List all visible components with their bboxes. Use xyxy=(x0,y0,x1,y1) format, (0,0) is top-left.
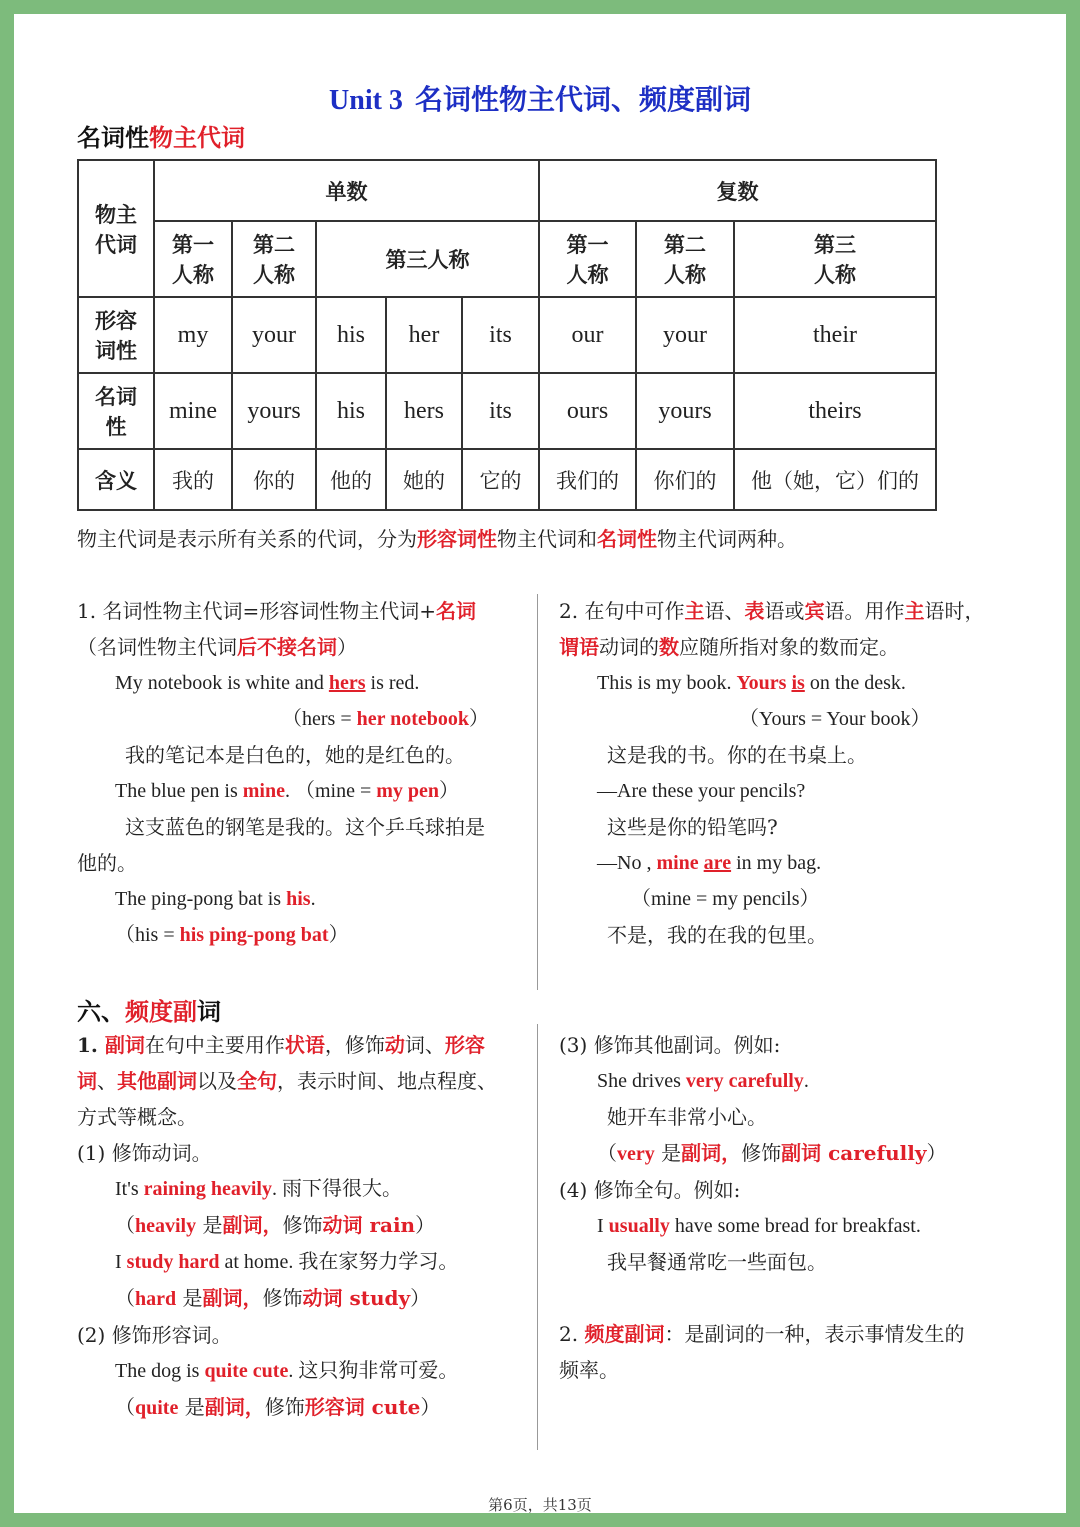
table-cell: his xyxy=(316,373,386,449)
singular-header: 单数 xyxy=(154,160,539,221)
adverb-definition xyxy=(77,1027,527,1135)
first-person-plural-header: 第一 人称 xyxy=(539,221,636,297)
table-cell: 你的 xyxy=(232,449,316,510)
left-rule-1: 1. 名词性物主代词=形容词性物主代词+名词 （名词性物主代词后不接名词） My notebook is white and hers is red. （hers = her notebook） 我的笔记本是白色的，她的是红色的。 The blue pen is mine. （mine = my pen） 这支蓝色的钢笔是我的。这个乒乓球拍是 他的。 The ping-pong bat is his. （his = his ping-pong bat） xyxy=(77,599,490,946)
intro-text: 物主代词是表示所有关系的代词，分为形容词性物主代词和名词性物主代词两种。 xyxy=(77,527,797,551)
table-cell: your xyxy=(232,297,316,373)
page-footer: 第6页，共13页 xyxy=(488,1496,592,1513)
row-label: 形容 词性 xyxy=(78,297,154,373)
table-cell: hers xyxy=(386,373,462,449)
adjective-row xyxy=(78,297,936,373)
definition-line: 词、其他副词以及全句，表示时间、地点程度、 xyxy=(77,1069,497,1093)
table-cell: 他（她，它）们的 xyxy=(734,449,936,510)
third-person-header: 第三人称 xyxy=(316,221,539,297)
meaning-row xyxy=(78,449,936,510)
table-cell: my xyxy=(154,297,232,373)
definition-line: 1. 副词在句中主要用作状语，修饰动词、形容 xyxy=(77,1033,485,1057)
second-person-header: 第二 人称 xyxy=(232,221,316,297)
row-label: 名词 性 xyxy=(78,373,154,449)
table-cell: yours xyxy=(636,373,734,449)
table-cell: ours xyxy=(539,373,636,449)
plural-header: 复数 xyxy=(539,160,936,221)
first-person-header: 第一 人称 xyxy=(154,221,232,297)
table-row xyxy=(78,221,936,297)
column-divider xyxy=(537,594,538,990)
column-divider xyxy=(537,1024,538,1450)
section-heading-adverbs: 六、频度副词 xyxy=(77,997,221,1026)
noun-row xyxy=(78,373,936,449)
table-cell: our xyxy=(539,297,636,373)
table-cell: 你们的 xyxy=(636,449,734,510)
table-cell: her xyxy=(386,297,462,373)
table-cell: yours xyxy=(232,373,316,449)
section-heading-possessive: 名词性物主代词 xyxy=(77,123,245,152)
table-cell: its xyxy=(462,297,539,373)
table-cell: 它的 xyxy=(462,449,539,510)
table-cell: 他的 xyxy=(316,449,386,510)
page-title: Unit 3 名词性物主代词、频度副词 xyxy=(329,83,751,116)
left-adverb-rules: 1. 副词在句中主要用作状语，修饰动词、形容 词、其他副词以及全句，表示时间、地点程度、 方式等概念。 (1) 修饰动词。 It's raining heavily. 雨下得很大。 （heavily 是副词，修饰动词 rain） I study hard at home. 我在家努力学习。 （hard 是副词，修饰动词 study） (2) 修饰形容词。 The dog is quite cute. 这只狗非常可爱。 （quite 是副词，修饰形容词 cute） xyxy=(77,1027,527,1426)
row-label: 含义 xyxy=(78,449,154,510)
table-row xyxy=(78,160,936,221)
table-cell: theirs xyxy=(734,373,936,449)
third-person-plural-header: 第三 人称 xyxy=(734,221,936,297)
table-cell: its xyxy=(462,373,539,449)
right-adverb-rules: (3) 修饰其他副词。例如: She drives very carefully. 她开车非常小心。 （very 是副词，修饰副词 carefully） (4) 修饰全句。例如: I usually have some bread for breakfast. 我早餐通常吃一些面包。 2. 频度副词：是副词的一种，表示事情发生的 频率。 xyxy=(559,1033,965,1382)
right-rule-2: 2. 在句中可作主语、表语或宾语。用作主语时， 谓语动词的数应随所指对象的数而定。 This is my book. Yours is on the desk. （Yours = Your book） 这是我的书。你的在书桌上。 —Are these your pencils? 这些是你的铅笔吗? —No , mine are in my bag. （mine = my pencils） 不是，我的在我的包里。 xyxy=(559,599,985,947)
table-cell: mine xyxy=(154,373,232,449)
table-cell: 我们的 xyxy=(539,449,636,510)
table-cell: 她的 xyxy=(386,449,462,510)
second-person-plural-header: 第二 人称 xyxy=(636,221,734,297)
table-cell: your xyxy=(636,297,734,373)
definition-line: 方式等概念。 xyxy=(77,1105,197,1129)
table-cell: their xyxy=(734,297,936,373)
table-cell: his xyxy=(316,297,386,373)
document-page xyxy=(14,14,1066,1513)
table-cell: 我的 xyxy=(154,449,232,510)
table-corner-cell: 物主 代词 xyxy=(78,160,154,297)
pronoun-table xyxy=(77,159,937,511)
